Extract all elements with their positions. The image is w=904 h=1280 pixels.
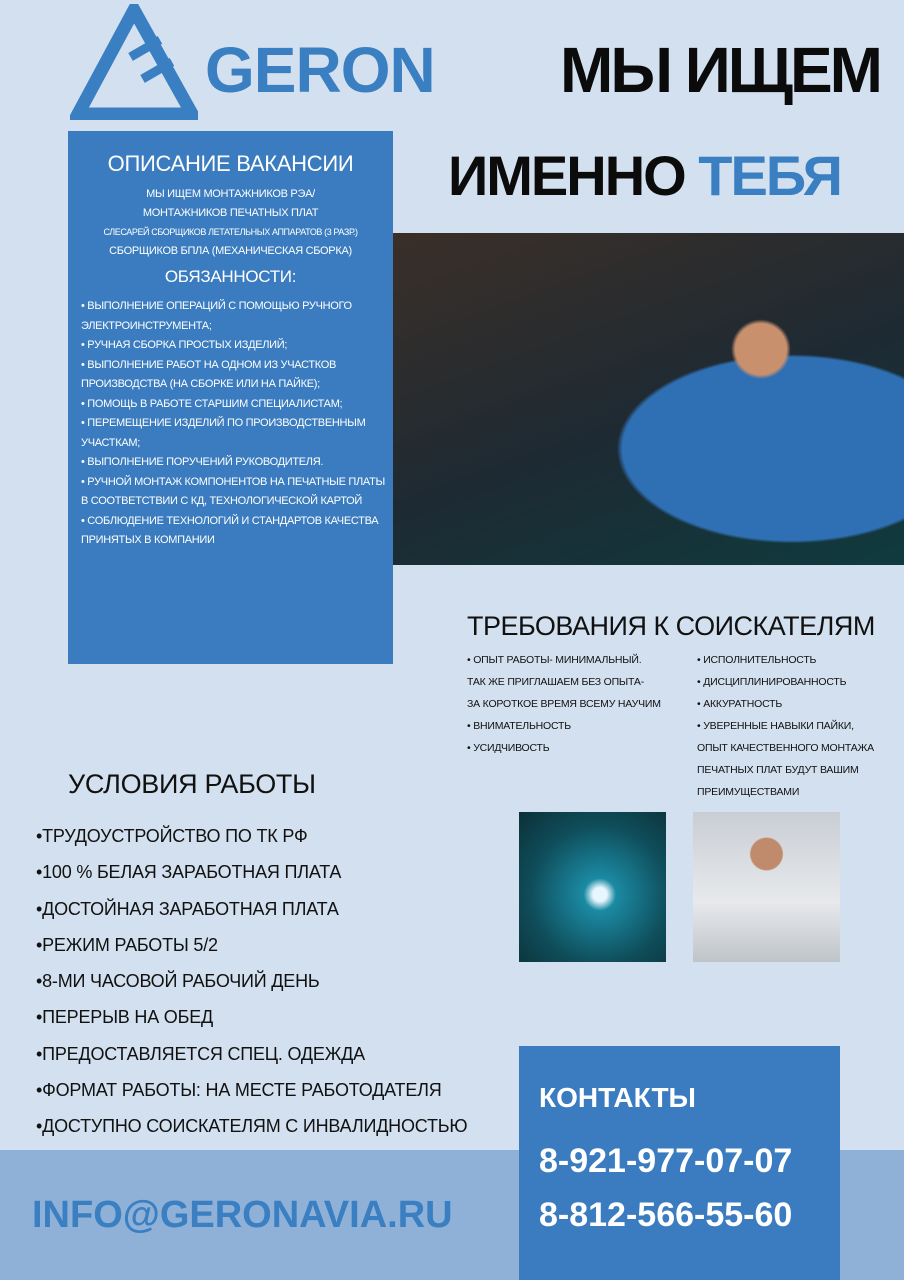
- requirement-line: • ВНИМАТЕЛЬНОСТЬ: [467, 720, 571, 732]
- condition-item: •ФОРМАТ РАБОТЫ: НА МЕСТЕ РАБОТОДАТЕЛЯ: [36, 1080, 442, 1101]
- requirement-line: • АККУРАТНОСТЬ: [697, 698, 783, 710]
- requirements-left: [467, 649, 692, 759]
- condition-item: •ТРУДОУСТРОЙСТВО ПО ТК РФ: [36, 826, 308, 846]
- headline-line2: [448, 136, 888, 216]
- logo-triangle-icon: [70, 4, 198, 120]
- duty-item: • РУЧНАЯ СБОРКА ПРОСТЫХ ИЗДЕЛИЙ;: [81, 339, 288, 351]
- requirement-line: ПРЕИМУЩЕСТВАМИ: [697, 786, 800, 798]
- photo-soldering-technician: [393, 233, 904, 565]
- position-line: СЛЕСАРЕЙ СБОРЩИКОВ ЛЕТАТЕЛЬНЫХ АППАРАТОВ (3 РАЗР.): [103, 227, 358, 237]
- requirements-title: ТРЕБОВАНИЯ К СОИСКАТЕЛЯМ: [467, 611, 875, 641]
- duty-item: • СОБЛЮДЕНИЕ ТЕХНОЛОГИЙ И СТАНДАРТОВ КАЧЕСТВА ПРИНЯТЫХ В КОМПАНИИ: [81, 514, 379, 546]
- requirement-line: ОПЫТ КАЧЕСТВЕННОГО МОНТАЖА: [697, 742, 874, 754]
- duties-list: [76, 297, 385, 551]
- duty-item: • ВЫПОЛНЕНИЕ РАБОТ НА ОДНОМ ИЗ УЧАСТКОВ ПРОИЗВОДСТВА (НА СБОРКЕ ИЛИ НА ПАЙКЕ);: [81, 358, 337, 390]
- contacts-box: [519, 1046, 840, 1280]
- duty-item: • ВЫПОЛНЕНИЕ ПОРУЧЕНИЙ РУКОВОДИТЕЛЯ.: [81, 456, 324, 468]
- duty-item: • РУЧНОЙ МОНТАЖ КОМПОНЕНТОВ НА ПЕЧАТНЫЕ ПЛАТЫ В СООТВЕТСТВИИ С КД, ТЕХНОЛОГИЧЕСКОЙ КАРТОЙ: [81, 475, 385, 507]
- position-line: МОНТАЖНИКОВ ПЕЧАТНЫХ ПЛАТ: [142, 207, 319, 219]
- requirement-line: • ОПЫТ РАБОТЫ- МИНИМАЛЬНЫЙ.: [467, 654, 642, 666]
- condition-item: •РЕЖИМ РАБОТЫ 5/2: [36, 934, 218, 955]
- condition-item: •ДОСТОЙНАЯ ЗАРАБОТНАЯ ПЛАТА: [36, 898, 339, 919]
- condition-item: •ДОСТУПНО СОИСКАТЕЛЯМ С ИНВАЛИДНОСТЬЮ: [36, 1116, 468, 1137]
- duties-title: ОБЯЗАННОСТИ:: [164, 267, 297, 286]
- headline-accent-word: ТЕБЯ: [698, 144, 841, 207]
- contact-email[interactable]: INFO@GERONAVIA.RU: [32, 1194, 453, 1236]
- vacancy-title: ОПИСАНИЕ ВАКАНСИИ: [107, 151, 354, 176]
- requirements-right: [697, 649, 897, 803]
- requirement-line: • ИСПОЛНИТЕЛЬНОСТЬ: [697, 654, 817, 666]
- condition-item: •100 % БЕЛАЯ ЗАРАБОТНАЯ ПЛАТА: [36, 862, 342, 883]
- photo-circuit-board: [519, 812, 666, 962]
- duty-item: • ВЫПОЛНЕНИЕ ОПЕРАЦИЙ С ПОМОЩЬЮ РУЧНОГО ЭЛЕКТРОИНСТРУМЕНТА;: [81, 300, 352, 332]
- contacts-title: КОНТАКТЫ: [539, 1082, 696, 1113]
- requirement-line: ЗА КОРОТКОЕ ВРЕМЯ ВСЕМУ НАУЧИМ: [467, 698, 661, 710]
- position-line: СБОРЩИКОВ БПЛА (МЕХАНИЧЕСКАЯ СБОРКА): [109, 245, 352, 257]
- requirement-line: • УСИДЧИВОСТЬ: [467, 742, 550, 754]
- requirement-line: ПЕЧАТНЫХ ПЛАТ БУДУТ ВАШИМ: [697, 764, 859, 776]
- photo-drone-assembly: [693, 812, 840, 962]
- phone-number[interactable]: 8-921-977-07-07: [539, 1142, 793, 1180]
- conditions-title: УСЛОВИЯ РАБОТЫ: [68, 769, 316, 799]
- condition-item: •ПЕРЕРЫВ НА ОБЕД: [36, 1007, 214, 1028]
- headline-line1: МЫ ИЩЕМ: [560, 34, 880, 106]
- phone-number[interactable]: 8-812-566-55-60: [539, 1196, 793, 1234]
- vacancy-description-box: [68, 131, 393, 664]
- headline-word: ИМЕННО: [448, 144, 685, 207]
- condition-item: •8-МИ ЧАСОВОЙ РАБОЧИЙ ДЕНЬ: [36, 971, 320, 992]
- duty-item: • ПОМОЩЬ В РАБОТЕ СТАРШИМ СПЕЦИАЛИСТАМ;: [81, 397, 343, 410]
- requirement-line: • УВЕРЕННЫЕ НАВЫКИ ПАЙКИ,: [697, 720, 854, 732]
- requirement-line: • ДИСЦИПЛИНИРОВАННОСТЬ: [697, 676, 847, 688]
- logo-text: GERON: [205, 34, 435, 106]
- conditions-list: [36, 818, 511, 1145]
- requirement-line: ТАК ЖЕ ПРИГЛАШАЕМ БЕЗ ОПЫТА-: [467, 676, 644, 688]
- duty-item: • ПЕРЕМЕЩЕНИЕ ИЗДЕЛИЙ ПО ПРОИЗВОДСТВЕННЫМ УЧАСТКАМ;: [81, 417, 366, 449]
- condition-item: •ПРЕДОСТАВЛЯЕТСЯ СПЕЦ. ОДЕЖДА: [36, 1043, 365, 1064]
- position-line: МЫ ИЩЕМ МОНТАЖНИКОВ РЭА/: [146, 188, 315, 200]
